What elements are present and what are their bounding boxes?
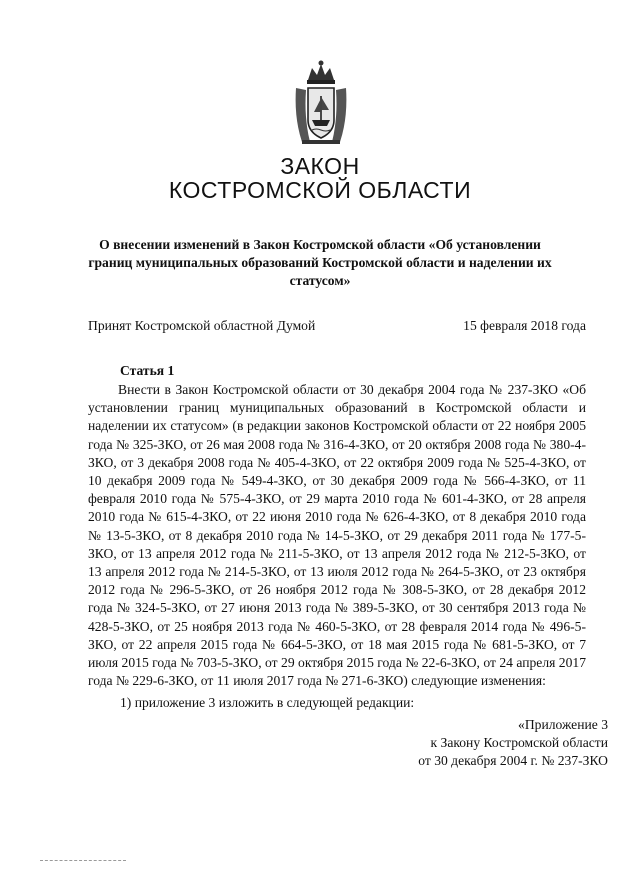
appendix-line-3: от 30 декабря 2004 г. № 237-ЗКО (418, 753, 608, 768)
adopted-by-text: Принят Костромской областной Думой (88, 318, 316, 333)
appendix-reference-block (418, 716, 608, 770)
law-title-line1: ЗАКОН (280, 153, 360, 179)
article-title: Статья 1 (120, 363, 175, 378)
change-item-1: 1) приложение 3 изложить в следующей редакции: (120, 695, 415, 710)
adopted-date-text: 15 февраля 2018 года (463, 318, 586, 333)
footer-divider (40, 860, 126, 861)
article-body-paragraph: Внести в Закон Костромской области от 30 декабря 2004 года № 237-ЗКО «Об установлении границ муниципальных образований в Костромской области и наделении их статусом» (в редакции законов Костромской области от 22 ноября 2005 года № 325-ЗКО, от 26 мая 2008 года № 316-4-ЗКО, от 20 октября 2008 года № 380-4-ЗКО, от 3 декабря 2008 года № 405-4-ЗКО, от 22 октября 2009 года № 525-4-ЗКО, от 10 декабря 2009 года № 549-4-ЗКО, от 30 декабря 2009 года № 566-4-ЗКО, от 11 февраля 2010 года № 575-4-ЗКО, от 29 марта 2010 года № 601-4-ЗКО, от 28 апреля 2010 года № 615-4-ЗКО, от 22 июня 2010 года № 626-4-ЗКО, от 8 декабря 2010 года № 13-5-ЗКО, от 8 декабря 2010 года № 14-5-ЗКО, от 29 декабря 2011 года № 177-5-ЗКО, от 13 апреля 2012 года № 211-5-ЗКО, от 13 апреля 2012 года № 212-5-ЗКО, от 13 апреля 2012 года № 214-5-ЗКО, от 13 июля 2012 года № 264-5-ЗКО, от 23 октября 2012 года № 296-5-ЗКО, от 26 ноября 2012 года № 308-5-ЗКО, от 28 декабря 2012 года № 324-5-ЗКО, от 27 июня 2013 года № 389-5-ЗКО, от 30 сентября 2013 года № 428-5-ЗКО, от 25 ноября 2013 года № 460-5-ЗКО, от 28 февраля 2014 года № 496-5-ЗКО, от 22 апреля 2015 года № 664-5-ЗКО, от 18 мая 2015 года № 681-5-ЗКО, от 7 июля 2015 года № 703-5-ЗКО, от 29 октября 2015 года № 22-6-ЗКО, от 24 апреля 2017 года № 229-6-ЗКО, от 11 июля 2017 года № 271-6-ЗКО) следующие изменения: (88, 382, 586, 689)
law-subject-heading: О внесении изменений в Закон Костромской области «Об установлении границ муниципальных образований Костромской области и наделении их статусом» (88, 237, 552, 288)
appendix-line-2: к Закону Костромской области (430, 735, 608, 750)
law-title-line2: КОСТРОМСКОЙ ОБЛАСТИ (168, 177, 472, 203)
coat-of-arms-emblem (290, 58, 352, 146)
appendix-line-1: «Приложение 3 (518, 717, 608, 732)
